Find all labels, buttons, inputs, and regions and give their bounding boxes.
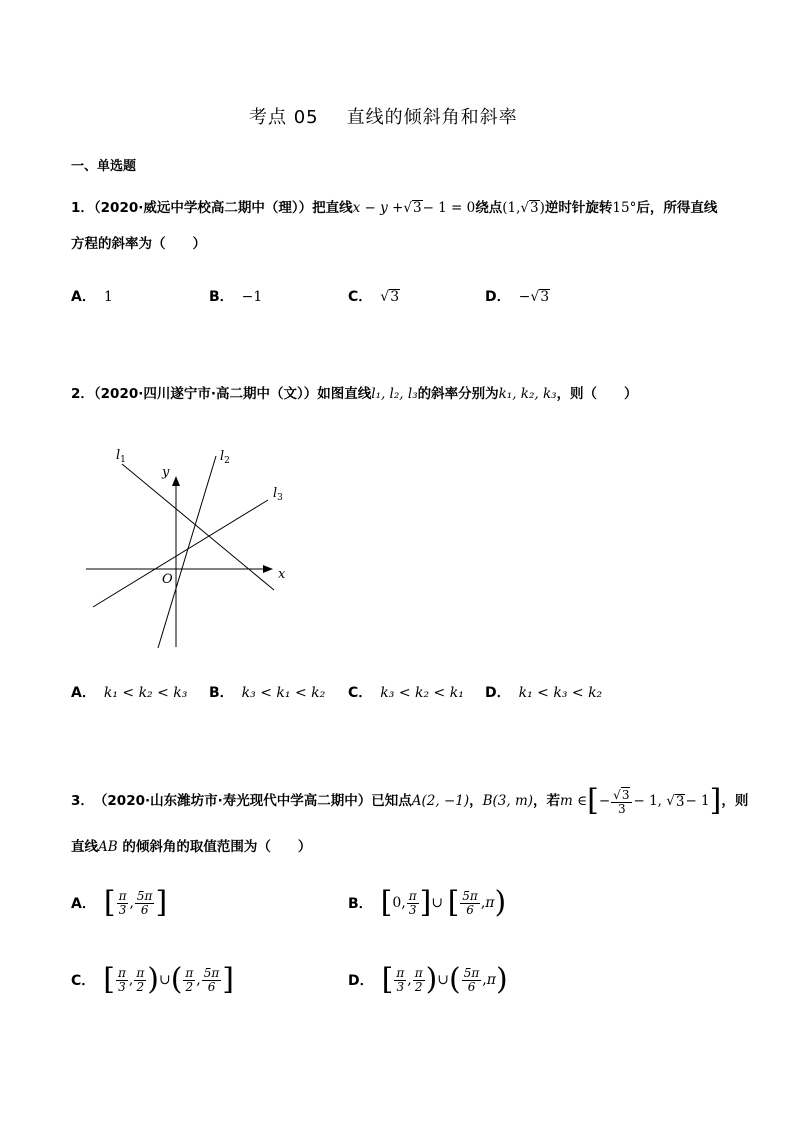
option-label: C． — [348, 685, 373, 701]
q3-range: [ − $\frac{√3}{3}$ − 1, √ 3 − 1 ] — [587, 783, 722, 818]
option-value: k₃ < k₁ < k₂ — [241, 685, 326, 701]
q1-text-a: 把直线 — [312, 200, 353, 216]
option-value: [ $\frac{\pi}{3}$ , $\frac{5\pi}{6}$ ] — [103, 885, 168, 920]
question-1-line-1: 1．（2020·威远中学校高二期中（理））把直线x − y +√3− 1 = 0绕点(1,√3)逆时针旋转15°后，所得直线 — [71, 200, 718, 216]
q2-option-a[interactable] — [71, 682, 187, 702]
q1-number: 1． — [71, 200, 94, 216]
section-heading: 一、单选题 — [71, 159, 137, 174]
q3-option-c[interactable] — [71, 962, 234, 997]
option-value: −1 — [241, 289, 263, 305]
question-3-line-1: 3． （2020·山东潍坊市·寿光现代中学高二期中） 已知点 A(2, −1) ， B(3, m) ，若 m ∈ [ − $\frac{√3}{3}$ − 1, √ 3 − 1 ] ，则 — [71, 783, 749, 818]
q1-point-b: ) — [539, 200, 545, 216]
option-value: [ $\frac{\pi}{3}$ , $\frac{\pi}{2}$ ) ∪ ( $\frac{5\pi}{6}$ , π ) — [381, 962, 508, 997]
option-prefix: − — [518, 289, 531, 305]
option-label: B． — [348, 896, 373, 912]
label-y: y — [162, 465, 170, 480]
option-label: D． — [348, 973, 374, 989]
option-label: D． — [485, 685, 511, 701]
q3-number: 3． — [71, 793, 94, 809]
q1-option-d[interactable]: D． −√3 — [485, 289, 550, 305]
q3-point-b: B(3, m) — [482, 793, 534, 809]
q1-equation-radicand: 3 — [412, 200, 422, 216]
option-value: 1 — [103, 289, 113, 305]
q1-equation-b: − 1 = 0 — [422, 200, 476, 216]
q1-point-radicand: 3 — [530, 200, 539, 216]
q3-option-a[interactable] — [71, 885, 168, 920]
question-3-line-2: 直线AB 的倾斜角的取值范围为（ ） — [71, 839, 312, 855]
title-topic: 考点 05 — [249, 107, 319, 128]
q2-option-c[interactable] — [348, 682, 464, 702]
q1-option-a[interactable] — [71, 286, 113, 306]
q1-equation-a: x − y + — [352, 200, 404, 216]
q1-text-d: 后，所得直线 — [636, 200, 718, 216]
label-l1: $l_1$ — [116, 448, 126, 465]
q3-text-c: ，则 — [721, 793, 749, 809]
title-name: 直线的倾斜角和斜率 — [346, 107, 518, 128]
label-origin: O — [162, 572, 173, 587]
line-l3 — [93, 500, 268, 607]
q2-source: （2020·四川遂宁市·高二期中（文）） — [93, 386, 318, 402]
q2-text-a: 如图直线 — [317, 386, 372, 402]
option-value: k₁ < k₃ < k₂ — [518, 685, 603, 701]
q3-text-b: ，若 — [533, 793, 561, 809]
page-title — [249, 103, 518, 129]
q3-option-d[interactable] — [348, 962, 508, 997]
label-l3: $l_3$ — [273, 486, 283, 503]
option-label: A． — [71, 896, 96, 912]
q3-text-a: 已知点 — [371, 793, 412, 809]
q1-text-b: 绕点 — [475, 200, 503, 216]
q3-source: （2020·山东潍坊市·寿光现代中学高二期中） — [93, 793, 372, 809]
q1-option-b[interactable] — [209, 286, 262, 306]
option-value: k₃ < k₂ < k₁ — [380, 685, 464, 701]
q1-point-a: (1, — [502, 200, 521, 216]
q3-m-in: m ∈ — [560, 793, 588, 809]
option-radicand: 3 — [390, 289, 400, 305]
question-2-line-1 — [71, 385, 638, 403]
q2-text-c: ，则（ ） — [556, 386, 638, 402]
option-label: A． — [71, 289, 96, 305]
option-label: A． — [71, 685, 96, 701]
option-label: D． — [485, 289, 511, 305]
q1-option-c[interactable]: C． √3 — [348, 289, 400, 305]
q1-text-c: 逆时针旋转 — [544, 200, 613, 216]
q3-point-a: A(2, −1) — [411, 793, 470, 809]
label-x: x — [278, 567, 286, 582]
q3-option-b[interactable] — [348, 885, 507, 920]
option-label: B． — [209, 289, 234, 305]
q2-option-d[interactable] — [485, 682, 602, 702]
option-value: k₁ < k₂ < k₃ — [103, 685, 188, 701]
q1-angle: 15° — [612, 200, 637, 216]
line-l2 — [158, 456, 216, 648]
label-l2: $l_2$ — [220, 449, 230, 466]
option-label: B． — [209, 685, 234, 701]
q2-slopes: k₁, k₂, k₃ — [498, 386, 557, 402]
option-label: C． — [348, 289, 373, 305]
question-1-line-2 — [71, 235, 206, 253]
option-radicand: 3 — [540, 289, 550, 305]
q1-line-2-text: 方程的斜率为（ ） — [71, 236, 206, 252]
option-value: [ $\frac{\pi}{3}$ , $\frac{\pi}{2}$ ) ∪ ( $\frac{\pi}{2}$ , $\frac{5\pi}{6}$ ] — [103, 962, 234, 997]
line-figure — [80, 440, 295, 655]
q2-text-b: 的斜率分别为 — [417, 386, 499, 402]
q3-segment-ab: AB — [98, 839, 118, 855]
q2-option-b[interactable] — [209, 682, 325, 702]
q2-lines: l₁, l₂, l₃ — [371, 386, 418, 402]
q1-source: （2020·威远中学校高二期中（理）） — [93, 200, 313, 216]
option-value: [ 0 , $\frac{\pi}{3}$ ] ∪ [ $\frac{5\pi}{6}$ , π ) — [380, 885, 507, 920]
y-axis-arrow-icon — [172, 476, 180, 486]
option-label: C． — [71, 973, 96, 989]
line-l1 — [122, 464, 274, 590]
x-axis-arrow-icon — [263, 565, 273, 573]
q2-number: 2． — [71, 386, 94, 402]
